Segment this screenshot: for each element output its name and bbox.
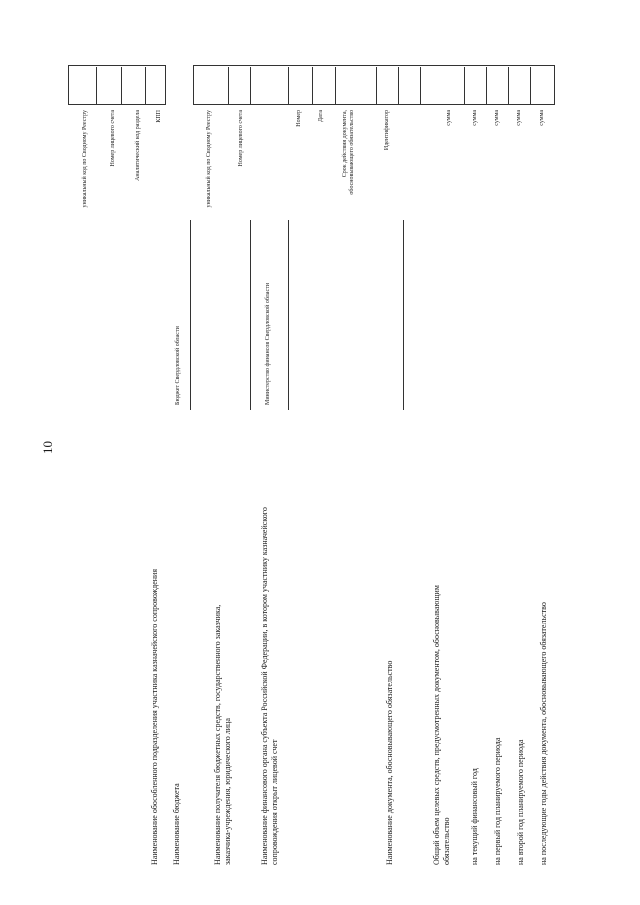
code-box-bottom-divider [464, 67, 465, 105]
field-label-fin-organ: Наименование финансового органа субъекта Российской Федерации, в котором участнику казначейского сопровождения открыт лицевой счет [260, 507, 279, 865]
field-underline-budget [190, 220, 191, 410]
code-box-bottom-divider [312, 67, 313, 105]
field-label-recipient: Наименование получателя бюджетных средств, государственного заказчика, заказчика-учреждения, юридического лица [213, 604, 232, 865]
field-underline-fin-organ [288, 220, 289, 410]
code-box-bottom-divider [530, 67, 531, 105]
code-box-bottom [193, 65, 555, 105]
code-header-doc-date: Дата [318, 110, 324, 122]
field-label-budget: Наименование бюджета [172, 783, 181, 865]
code-header-sum-total: сумма [446, 110, 452, 126]
code-header-sum-later: сумма [539, 110, 545, 126]
field-label-first-plan-year: на первый год планируемого периода [493, 737, 502, 865]
field-label-second-plan-year: на второй год планируемого периода [516, 739, 525, 865]
code-header-account-number-2: Номер лицевого счета [238, 110, 244, 167]
code-box-top-divider [121, 67, 122, 105]
code-header-section-code: Аналитический код раздела [135, 110, 141, 181]
field-underline-document [403, 220, 404, 410]
code-header-sum-current: сумма [472, 110, 478, 126]
field-label-subdivision: Наименование обособленного подразделения участника казначейского сопровождения [150, 568, 159, 865]
code-header-sum-first: сумма [494, 110, 500, 126]
field-label-document: Наименование документа, обосновывающего обязательство [385, 660, 394, 865]
code-box-bottom-divider [508, 67, 509, 105]
code-box-bottom-divider [376, 67, 377, 105]
code-header-account-number: Номер лицевого счета [110, 110, 116, 167]
code-box-bottom-divider [486, 67, 487, 105]
field-label-total-volume: Общий объем целевых средств, предусмотренных документом, обосновывающим обязательство [432, 585, 451, 865]
code-box-bottom-divider [335, 67, 336, 105]
page-number: 10 [40, 441, 55, 454]
field-value-fin-organ: Министерство финансов Свердловской области [265, 283, 271, 405]
field-label-later-years: на последующие годы действия документа, обосновывающего обязательство [539, 602, 548, 865]
code-box-top-divider [96, 67, 97, 105]
code-box-bottom-divider [228, 67, 229, 105]
code-header-identifier: Идентификатор [384, 110, 390, 151]
code-header-unique-code-2: уникальный код по Сводному Реестру [206, 110, 212, 208]
field-value-budget: Бюджет Свердловской области [175, 326, 181, 405]
code-box-bottom-divider [250, 67, 251, 105]
code-header-doc-term: Срок действия документа, обосновывающего обязательство [342, 110, 355, 195]
field-underline-recipient [250, 220, 251, 410]
code-header-unique-code: уникальный код по Сводному Реестру [82, 110, 88, 208]
code-header-doc-number: Номер [296, 110, 302, 127]
code-box-top-divider [145, 67, 146, 105]
code-box-bottom-divider [288, 67, 289, 105]
code-box-top [68, 65, 166, 105]
field-label-current-year: на текущий финансовый год [470, 768, 479, 865]
code-header-kpp: КПП [156, 110, 162, 123]
code-header-sum-second: сумма [516, 110, 522, 126]
code-box-bottom-divider [398, 67, 399, 105]
code-box-bottom-divider [420, 67, 421, 105]
